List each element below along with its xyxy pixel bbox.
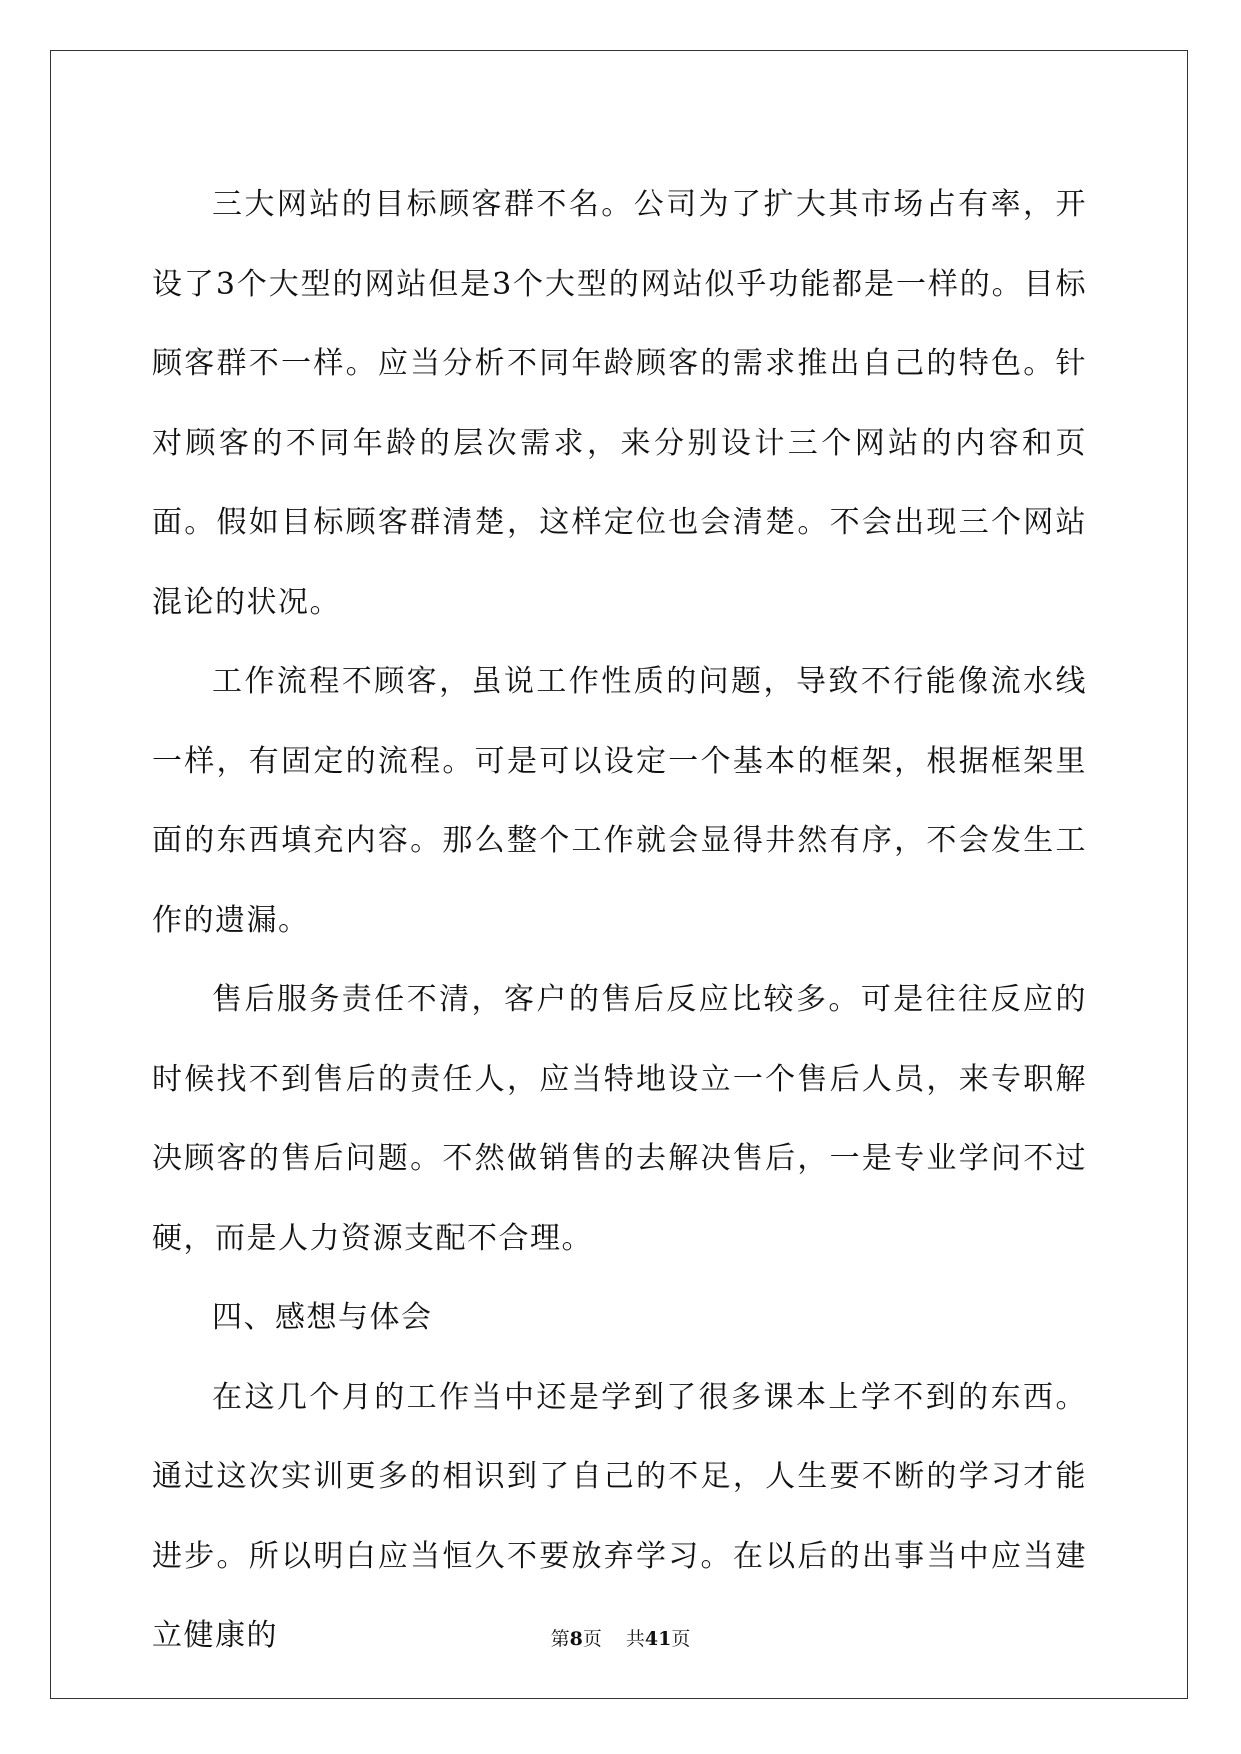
total-pages: 41 (644, 1628, 672, 1650)
section-heading: 四、感想与体会 (212, 1300, 433, 1335)
page-prefix: 第 (550, 1628, 570, 1650)
paragraph-reflection: 在这几个月的工作当中还是学到了很多课本上学不到的东西。通过这次实训更多的相识到了自己的不足，人生要不断的学习才能进步。所以明白应当恒久不要放弃学习。在以后的出事当中应当建立健康的 (152, 1379, 1087, 1653)
total-prefix: 共 (625, 1628, 645, 1650)
paragraph-workflow: 工作流程不顾客，虽说工作性质的问题，导致不行能像流水线一样，有固定的流程。可是可以设定一个基本的框架，根据框架里面的东西填充内容。那么整个工作就会显得井然有序，不会发生工作的遗漏。 (152, 664, 1087, 938)
document-body (152, 165, 1087, 1676)
page-suffix: 页 (582, 1628, 602, 1650)
page-footer (0, 1624, 1241, 1651)
page-number: 8 (569, 1628, 583, 1650)
paragraph-after-sales: 售后服务责任不清，客户的售后反应比较多。可是往往反应的时候找不到售后的责任人，应当特地设立一个售后人员，来专职解决顾客的售后问题。不然做销售的去解决售后，一是专业学问不过硬，而是人力资源支配不合理。 (152, 982, 1087, 1256)
total-suffix: 页 (671, 1628, 691, 1650)
paragraph-target-customers: 三大网站的目标顾客群不名。公司为了扩大其市场占有率，开设了3个大型的网站但是3个大型的网站似乎功能都是一样的。目标顾客群不一样。应当分析不同年龄顾客的需求推出自己的特色。针对顾客的不同年龄的层次需求，来分别设计三个网站的内容和页面。假如目标顾客群清楚，这样定位也会清楚。不会出现三个网站混论的状况。 (152, 187, 1087, 620)
